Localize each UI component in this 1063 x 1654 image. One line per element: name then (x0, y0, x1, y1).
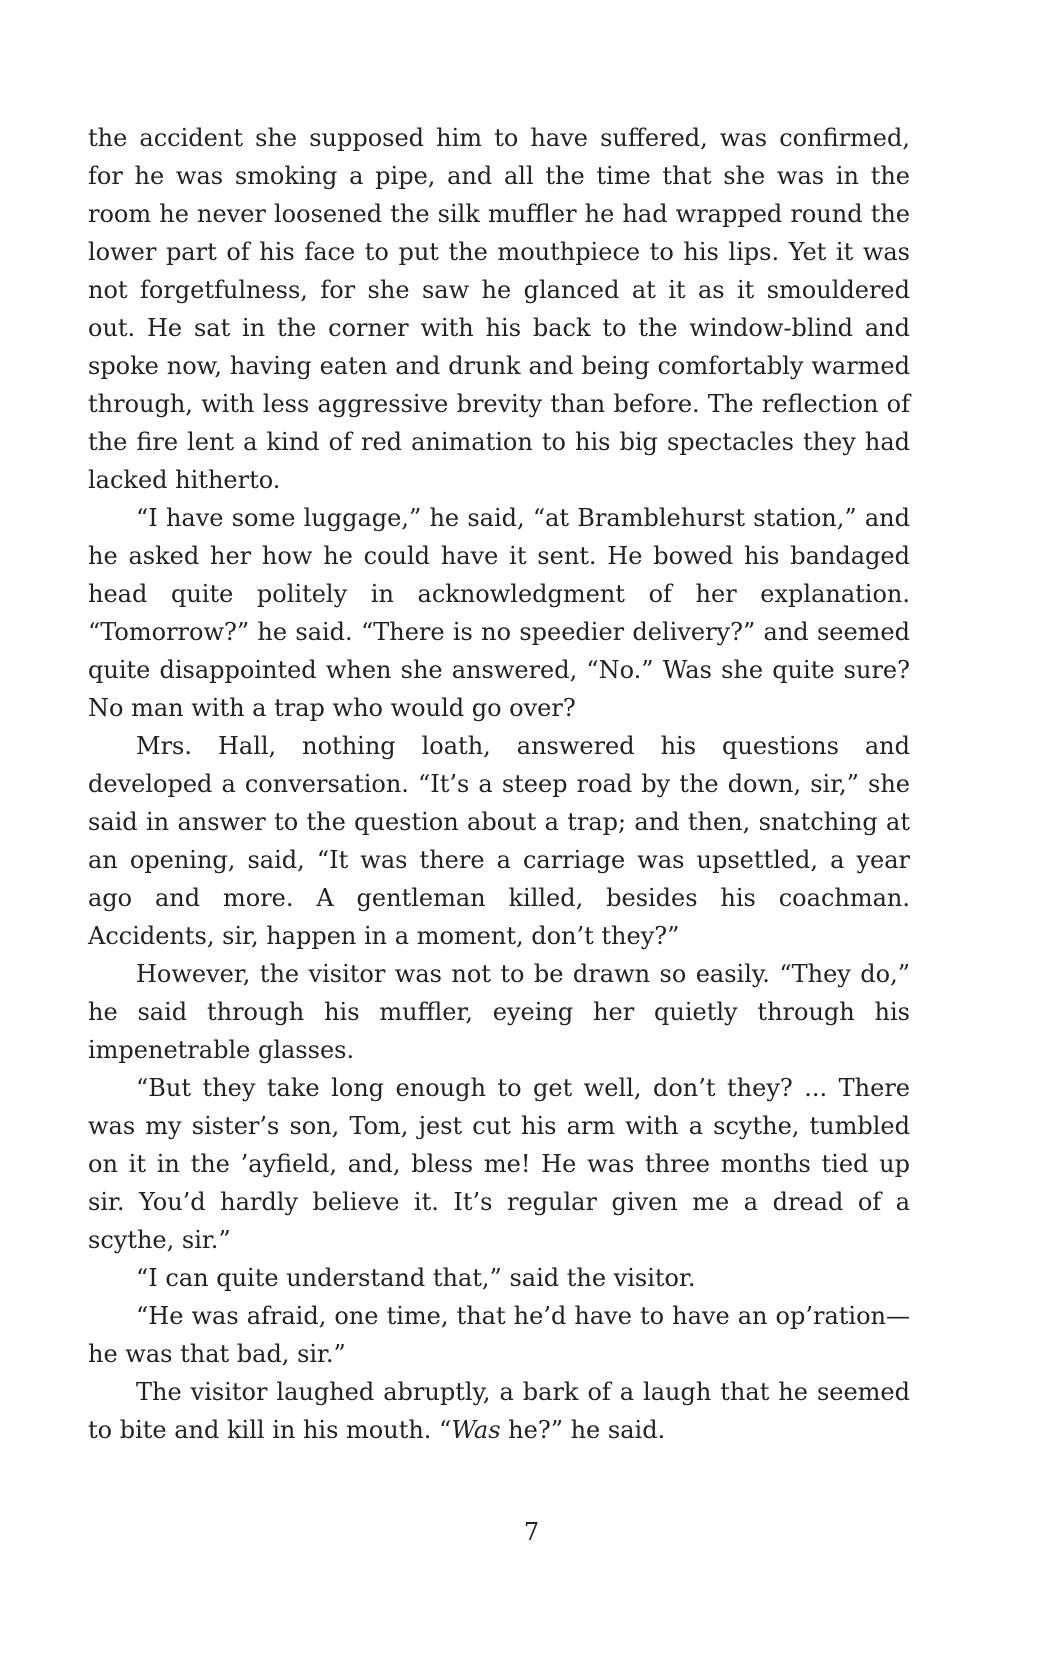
paragraph-8 (88, 1373, 910, 1449)
page-number: 7 (523, 1518, 540, 1546)
paragraph-8-text-start: The visitor laughed abruptly, a bark of a laugh that he seemed to bite and kill in his mouth. “ (88, 1378, 910, 1444)
paragraph-3: Mrs. Hall, nothing loath, answered his questions and developed a conversation. “It’s a steep road by the down, sir,” she said in answer to the question about a trap; and then, snatching at an opening, said, “It was there a carriage was upsettled, a year ago and more. A gentleman killed, besides his coachman. Accidents, sir, happen in a moment, don’t they?” (88, 732, 910, 950)
paragraph-6: “I can quite understand that,” said the visitor. (136, 1264, 696, 1292)
emphasized-word: Was (451, 1416, 501, 1444)
paragraph-8-text-end: he?” he said. (500, 1416, 666, 1444)
paragraph-1: the accident she supposed him to have suffered, was confirmed, for he was smoking a pipe, and all the time that she was in the room he never loosened the silk muffler he had wrapped round the lower part of his face to put the mouthpiece to his lips. Yet it was not forgetfulness, for she saw he glanced at it as it smouldered out. He sat in the corner with his back to the window-blind and spoke now, having eaten and drunk and being comfortably warmed through, with less aggressive brevity than before. The reflection of the fire lent a kind of red animation to his big spectacles they had lacked hitherto. (88, 124, 910, 494)
paragraph-2: “I have some luggage,” he said, “at Bramblehurst station,” and he asked her how he could have it sent. He bowed his bandaged head quite politely in acknowledgment of her explanation. “Tomorrow?” he said. “There is no speedier delivery?” and seemed quite disappointed when she answered, “No.” Was she quite sure? No man with a trap who would go over? (88, 504, 910, 722)
paragraph-5: “But they take long enough to get well, don’t they? ... There was my sister’s son, Tom, jest cut his arm with a scythe, tumbled on it in the ’ayfield, and, bless me! He was three months tied up sir. You’d hardly believe it. It’s regular given me a dread of a scythe, sir.” (88, 1074, 910, 1254)
paragraph-4: However, the visitor was not to be drawn so easily. “They do,” he said through his muffler, eyeing her quietly through his impenetrable glasses. (88, 960, 910, 1064)
book-page-text (88, 119, 910, 1449)
paragraph-7: “He was afraid, one time, that he’d have to have an op’ration—he was that bad, sir.” (88, 1302, 910, 1368)
